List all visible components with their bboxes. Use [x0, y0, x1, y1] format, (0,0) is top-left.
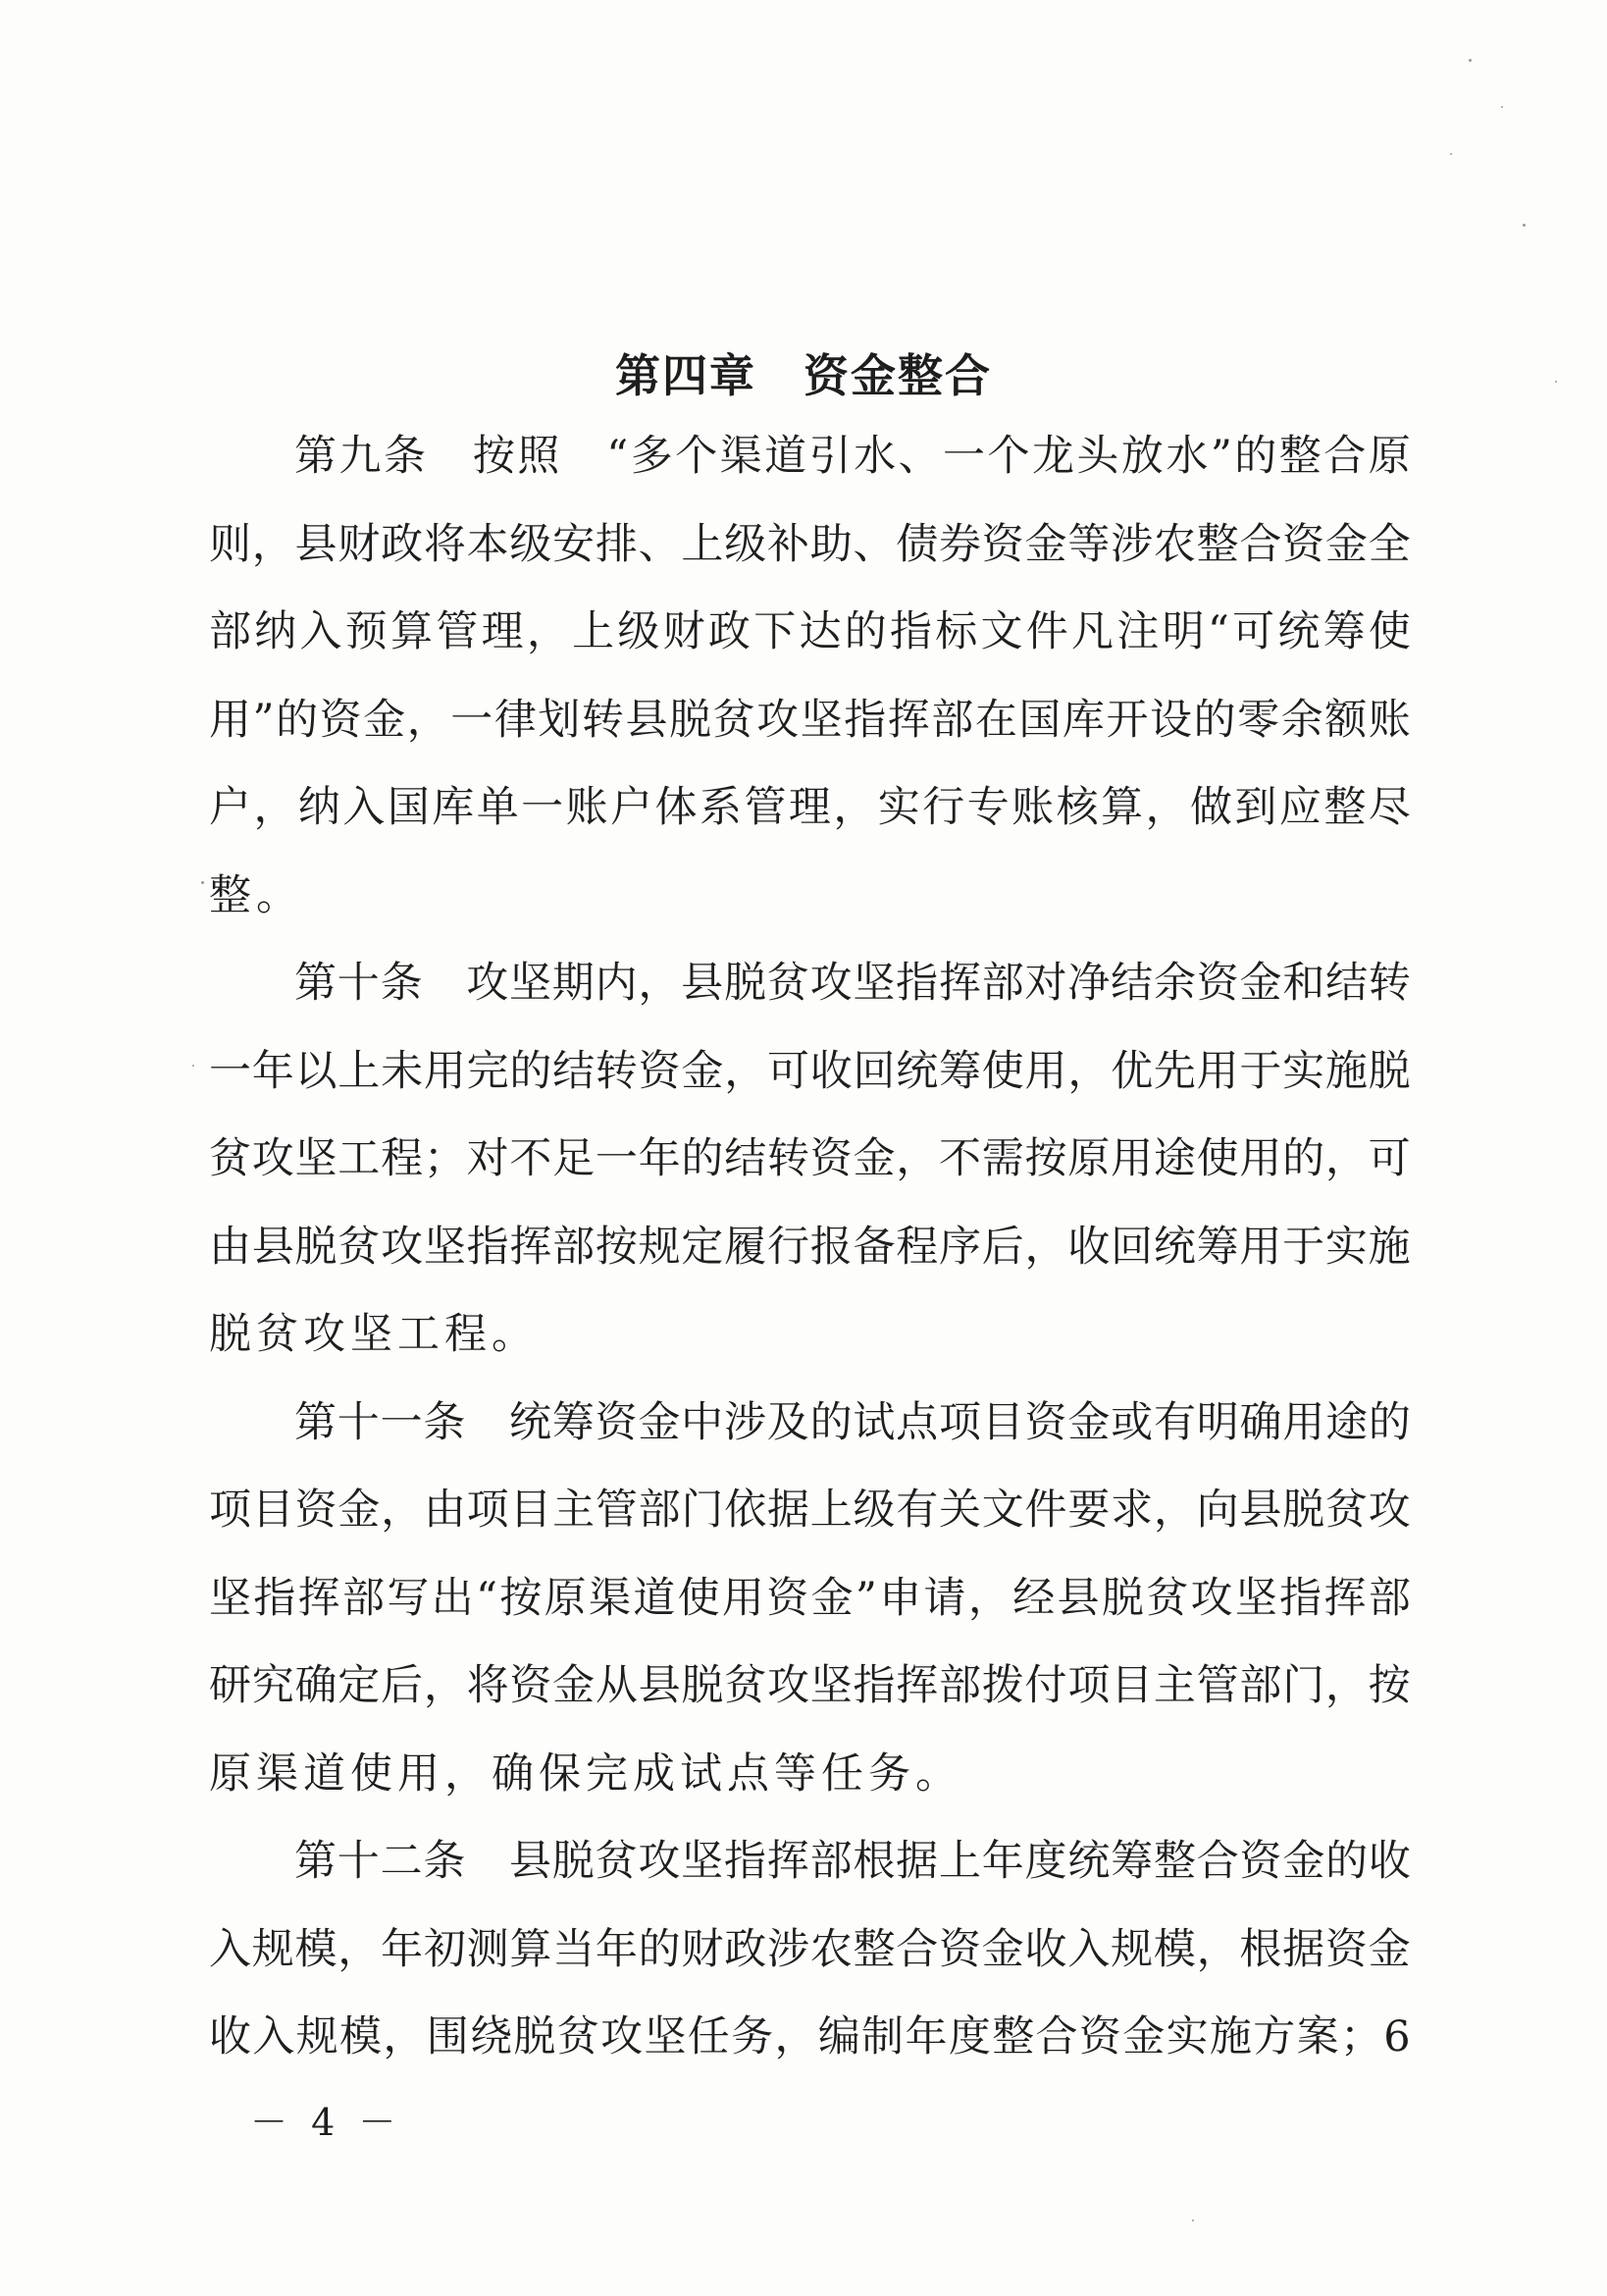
body-line: 入 规 模 ， 年 初 测 算 当 年 的 财 政 涉 农 整 合 资 金 收 入 规 模 ， 根 据 资 金 — [209, 1924, 1411, 1974]
body-line: 研 究 确 定 后 ， 将 资 金 从 县 脱 贫 攻 坚 指 挥 部 拨 付 项 目 主 管 部 门 ， 按 — [209, 1661, 1411, 1710]
scan-speck — [1501, 106, 1503, 108]
body-line: 收 入 规 模 ， 围 绕 脱 贫 攻 坚 任 务 ， 编 制 年 度 整 合 资 金 实 施 方 案 ； 6 — [209, 2012, 1411, 2061]
body-line: 第 十 一 条 统 筹 资 金 中 涉 及 的 试 点 项 目 资 金 或 有 明 确 用 途 的 — [294, 1397, 1411, 1447]
body-line: 则 ， 县 财 政 将 本 级 安 排 、 上 级 补 助 、 债 券 资 金 等 涉 农 整 合 资 金 全 — [209, 519, 1411, 569]
scan-speck — [1192, 2219, 1194, 2221]
body-line: 由 县 脱 贫 攻 坚 指 挥 部 按 规 定 履 行 报 备 程 序 后 ， 收 回 统 筹 用 于 实 施 — [209, 1222, 1411, 1272]
body-line: 坚 指 挥 部 写 出 “ 按 原 渠 道 使 用 资 金 ” 申 请 ， 经 县 脱 贫 攻 坚 指 挥 部 — [209, 1573, 1411, 1623]
scan-speck — [1555, 381, 1557, 383]
body-line: 用 ” 的 资 金 ， 一 律 划 转 县 脱 贫 攻 坚 指 挥 部 在 国 库 开 设 的 零 余 额 账 — [209, 695, 1411, 745]
body-line: 整 。 — [209, 870, 298, 920]
scan-speck — [1523, 224, 1526, 227]
body-line: 第 十 条 攻 坚 期 内 ， 县 脱 贫 攻 坚 指 挥 部 对 净 结 余 资 金 和 结 转 — [294, 959, 1411, 1008]
scan-speck — [1450, 153, 1452, 155]
body-line: 第 十 二 条 县 脱 贫 攻 坚 指 挥 部 根 据 上 年 度 统 筹 整 合 资 金 的 收 — [294, 1837, 1411, 1886]
scan-speck — [1469, 59, 1472, 62]
scan-speck — [192, 1065, 194, 1067]
body-line: 脱 贫 攻 坚 工 程 。 — [209, 1310, 534, 1359]
body-line: 户 ， 纳 入 国 库 单 一 账 户 体 系 管 理 ， 实 行 专 账 核 算 ， 做 到 应 整 尽 — [209, 783, 1411, 832]
chapter-title: 第四章 资金整合 — [615, 349, 992, 402]
scan-speck — [201, 881, 204, 884]
body-line: 原 渠 道 使 用 ， 确 保 完 成 试 点 等 任 务 。 — [209, 1748, 958, 1799]
body-line: 部 纳 入 预 算 管 理 ， 上 级 财 政 下 达 的 指 标 文 件 凡 注 明 “ 可 统 筹 使 — [209, 607, 1411, 656]
body-line: 项 目 资 金 ， 由 项 目 主 管 部 门 依 据 上 级 有 关 文 件 要 求 ， 向 县 脱 贫 攻 — [209, 1486, 1411, 1535]
page-number: － 4 － — [250, 2101, 402, 2144]
body-line: 贫 攻 坚 工 程 ； 对 不 足 一 年 的 结 转 资 金 ， 不 需 按 原 用 途 使 用 的 ， 可 — [209, 1134, 1411, 1183]
body-line: 一 年 以 上 未 用 完 的 结 转 资 金 ， 可 收 回 统 筹 使 用 ， 优 先 用 于 实 施 脱 — [209, 1046, 1411, 1096]
body-line: 第 九 条 按 照 “ 多 个 渠 道 引 水 、 一 个 龙 头 放 水 ” 的 整 合 原 — [294, 432, 1411, 481]
